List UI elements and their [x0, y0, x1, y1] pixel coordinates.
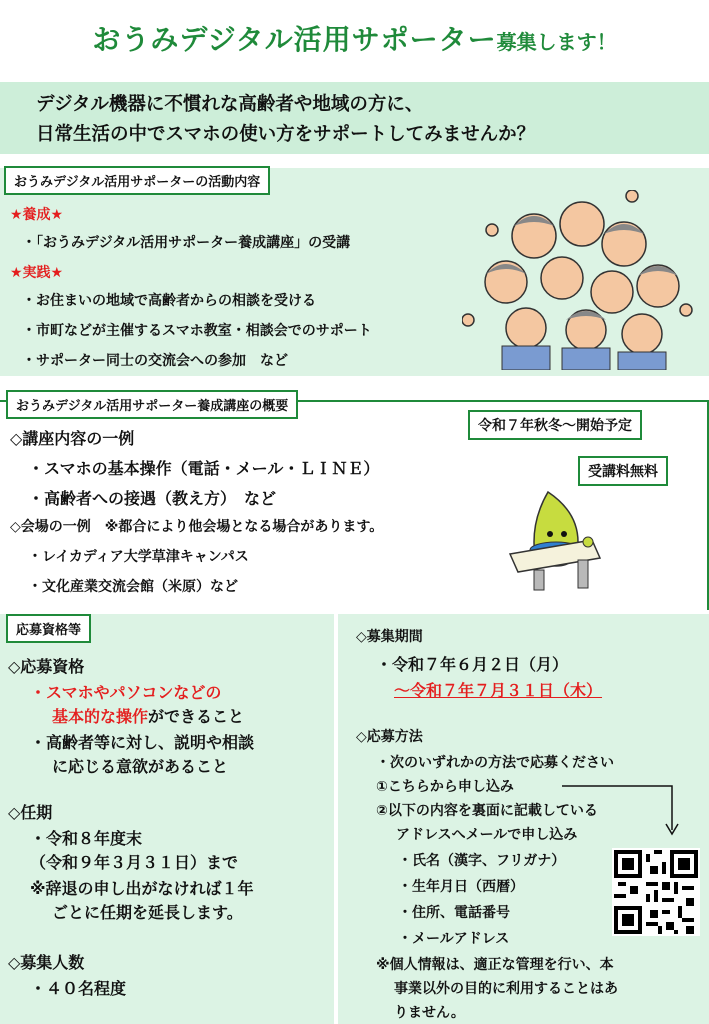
term-label: ◇任期: [8, 803, 53, 822]
practice-label: ★実践★: [10, 265, 64, 281]
method-1: ①こちらから申し込み: [376, 779, 514, 795]
qual-item-2-line-2: に応じる意欲があること: [52, 757, 229, 776]
practice-item: ・市町などが主催するスマホ教室・相談会でのサポート: [22, 323, 372, 339]
term-line: ・令和８年度末: [30, 829, 143, 848]
count-label: ◇募集人数: [8, 953, 85, 972]
eligibility-heading: 応募資格等: [6, 614, 91, 643]
privacy-line: 事業以外の目的に利用することはあ: [394, 981, 618, 997]
period-start: ・令和７年６月２日（月）: [376, 655, 569, 674]
schedule-badge: 令和７年秋冬～開始予定: [468, 410, 642, 440]
mascot-illustration: [508, 482, 618, 592]
free-badge: 受講料無料: [578, 456, 668, 486]
qr-code[interactable]: [612, 848, 700, 936]
count-value: ・４０名程度: [30, 979, 127, 998]
title-suffix: 募集します！: [496, 30, 617, 54]
content-item: ・スマホの基本操作（電話・メール・ＬＩＮＥ）: [28, 459, 380, 478]
qual-label: ◇応募資格: [8, 657, 85, 676]
field-item: ・メールアドレス: [398, 931, 510, 947]
term-line: （令和９年３月３１日）まで: [30, 853, 239, 872]
field-item: ・住所、電話番号: [398, 905, 510, 921]
training-label: ★養成★: [10, 207, 64, 223]
course-heading: おうみデジタル活用サポーター養成講座の概要: [6, 390, 298, 419]
term-line: ※辞退の申し出がなければ１年: [30, 879, 254, 898]
method-label: ◇応募方法: [356, 729, 423, 745]
page-title: [0, 18, 709, 58]
field-item: ・生年月日（西暦）: [398, 879, 524, 895]
venue-item: ・文化産業交流会館（米原）など: [28, 579, 238, 595]
qr-code-icon: [614, 850, 698, 934]
activities-section: [0, 168, 709, 376]
seniors-group-illustration: [462, 190, 694, 370]
course-section: [0, 400, 709, 610]
qual-item-1-line-1: ・スマホやパソコンなどの: [30, 683, 222, 702]
venue-item: ・レイカディア大学草津キャンパス: [28, 549, 249, 565]
title-main: おうみデジタル活用サポーター: [92, 23, 497, 56]
period-end: ～令和７年７月３１日（木）: [394, 681, 603, 700]
content-label: ◇講座内容の一例: [10, 429, 135, 448]
application-section: [338, 614, 709, 1024]
privacy-line: ※個人情報は、適正な管理を行い、本: [376, 957, 614, 973]
qual-item-1-rest: ができること: [148, 707, 245, 726]
qual-item-1-line-2: [52, 704, 244, 727]
practice-item: ・お住まいの地域で高齢者からの相談を受ける: [22, 293, 316, 309]
intro-line-2: 日常生活の中でスマホの使い方をサポートしてみませんか？: [36, 124, 536, 145]
method-2-line-2: アドレスへメールで申し込み: [396, 827, 578, 843]
intro-banner: [0, 82, 709, 154]
qual-item-2-line-1: ・高齢者等に対し、説明や相談: [30, 733, 255, 752]
term-line: ごとに任期を延長します。: [52, 903, 243, 922]
privacy-line: りません。: [394, 1005, 465, 1021]
intro-line-1: デジタル機器に不慣れな高齢者や地域の方に、: [36, 94, 424, 115]
method-intro: ・次のいずれかの方法で応募ください: [376, 755, 614, 771]
training-item: ・「おうみデジタル活用サポーター養成講座」の受講: [22, 235, 351, 251]
practice-item: ・サポーター同士の交流会への参加 など: [22, 353, 288, 369]
eligibility-section: [0, 614, 334, 1024]
venue-label: ◇会場の一例 ※都合により他会場となる場合があります。: [10, 519, 384, 535]
field-item: ・氏名（漢字、フリガナ）: [398, 853, 566, 869]
qual-item-1-emphasis: 基本的な操作: [52, 707, 149, 726]
period-label: ◇募集期間: [356, 629, 423, 645]
method-2-line-1: ②以下の内容を裏面に記載している: [376, 803, 598, 819]
activities-heading: おうみデジタル活用サポーターの活動内容: [4, 166, 270, 195]
content-item: ・高齢者への接遇（教え方） など: [28, 489, 277, 508]
